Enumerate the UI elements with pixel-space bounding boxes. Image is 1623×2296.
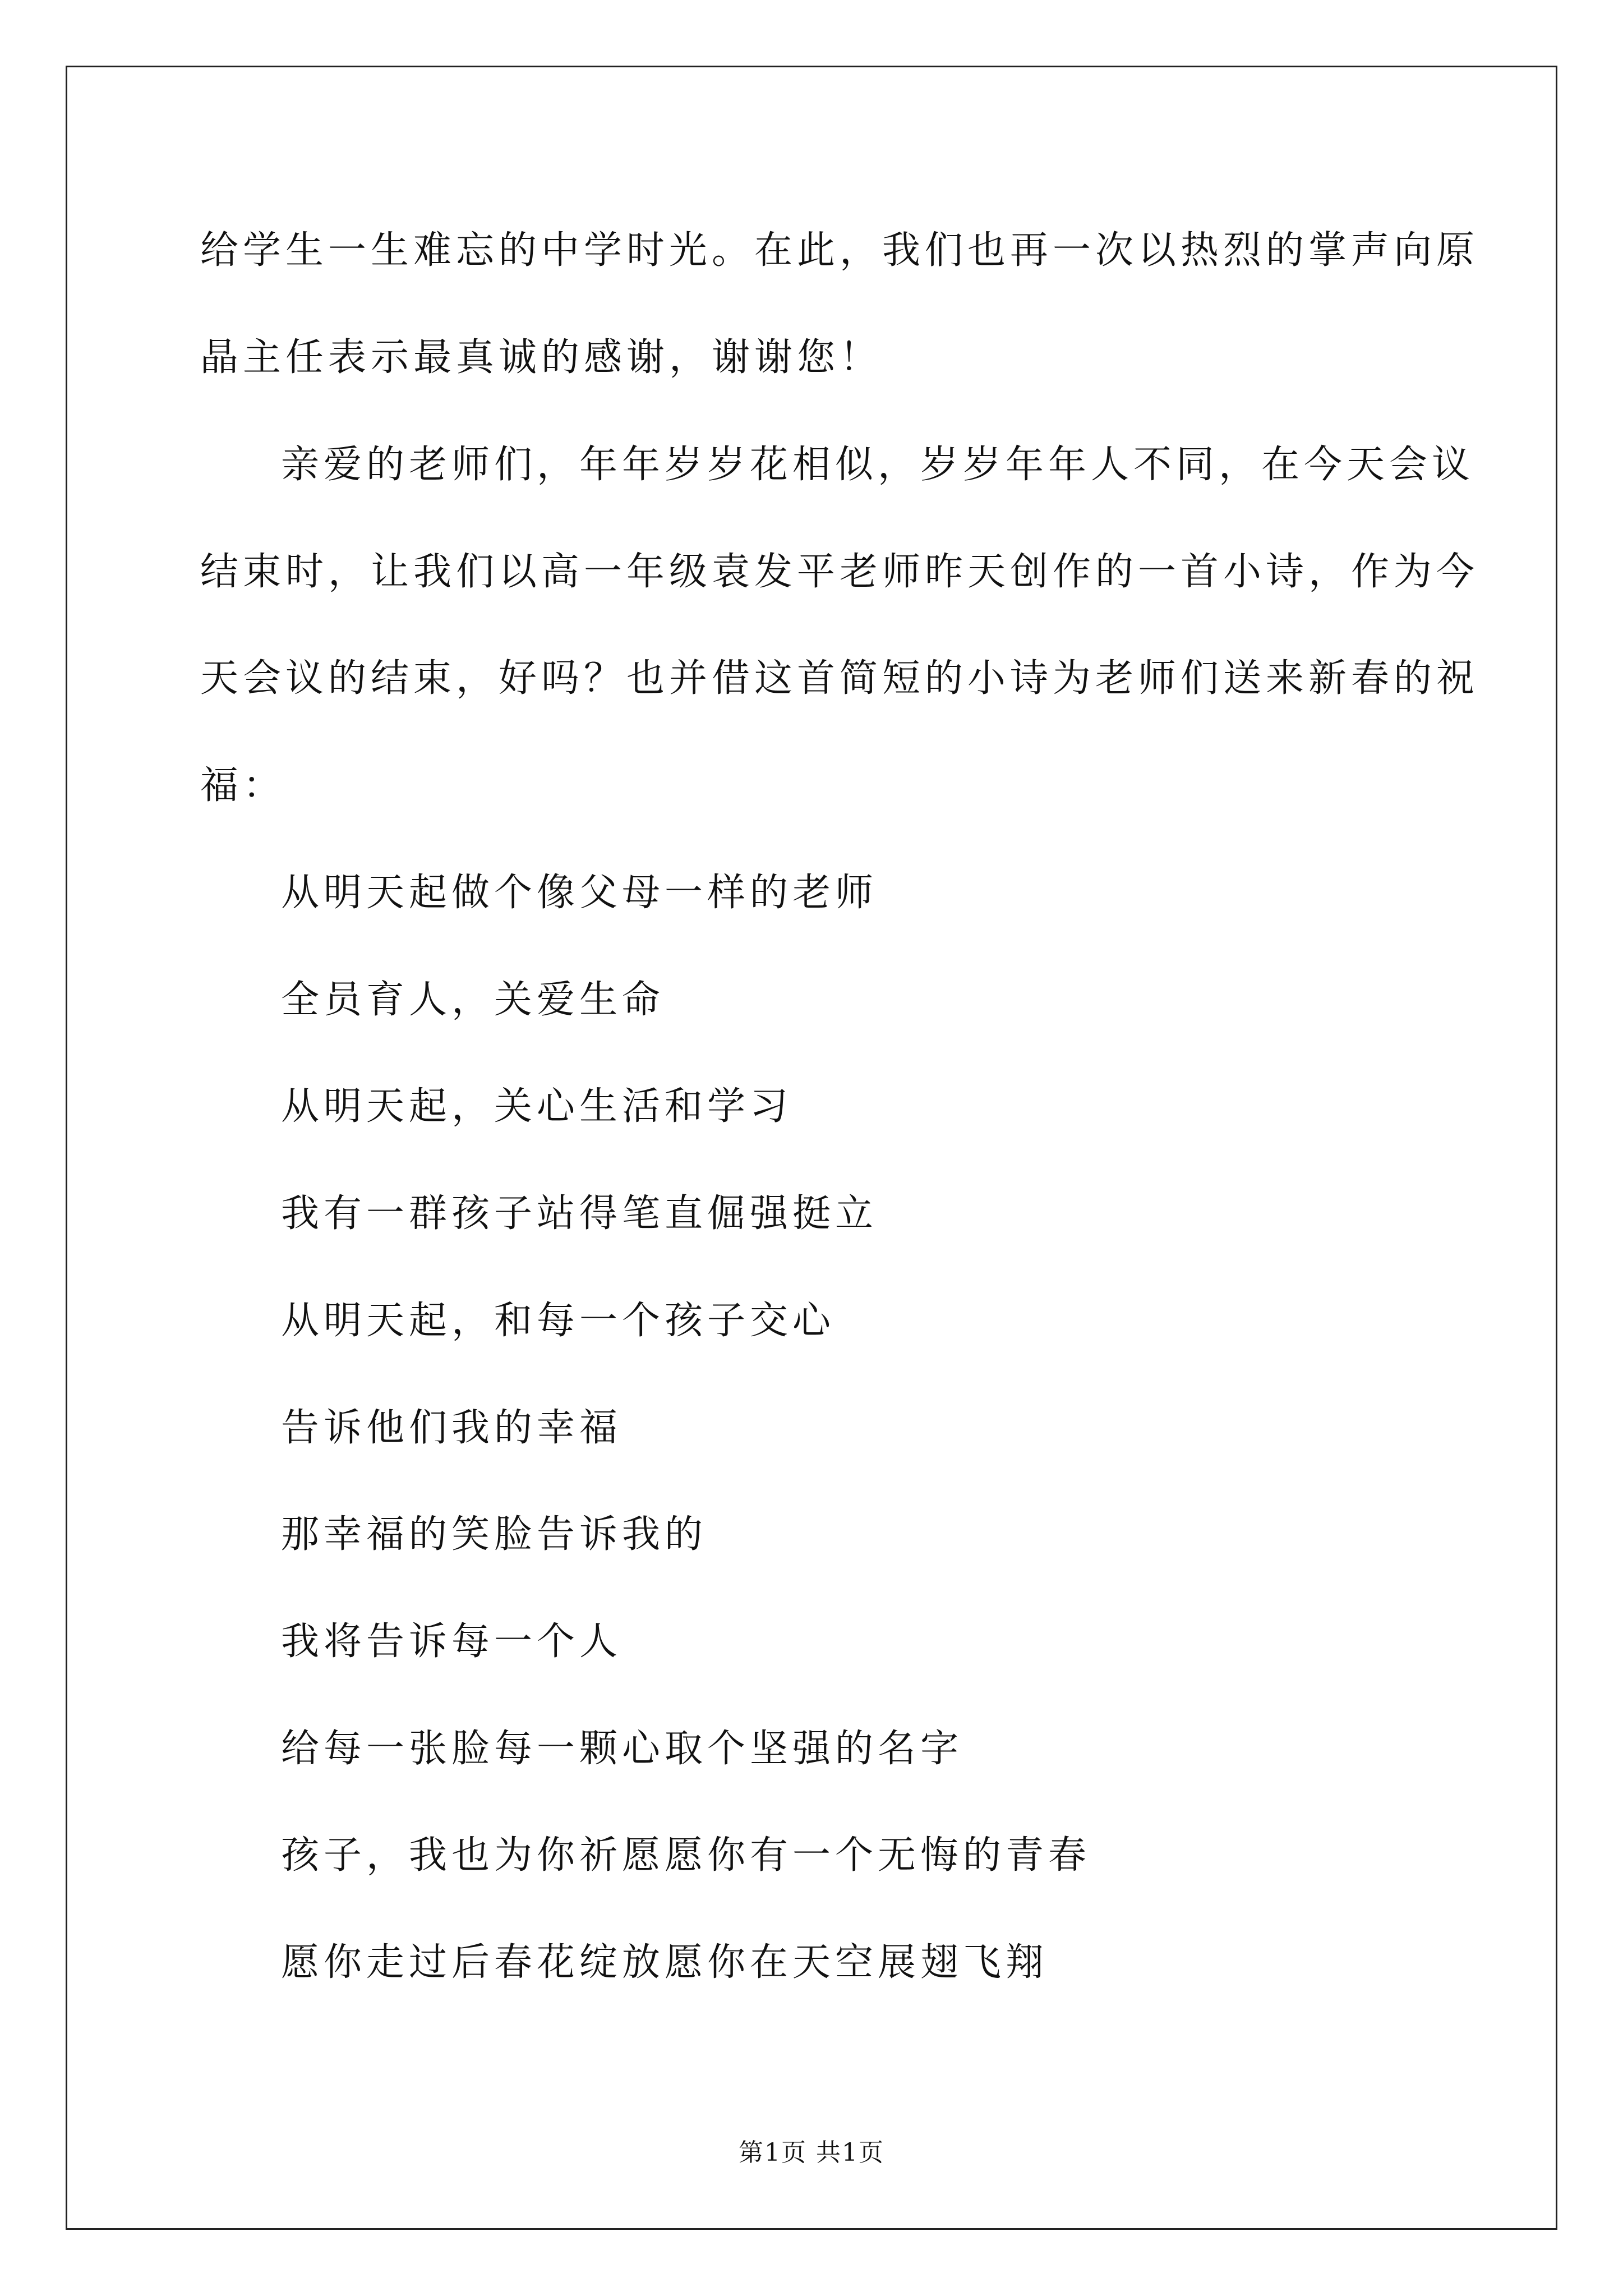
page-number-footer: 第1页 共1页 bbox=[739, 2138, 884, 2167]
paragraph-line: 亲爱的老师们，年年岁岁花相似，岁岁年年人不同，在今天会议 bbox=[281, 443, 1475, 487]
poem-line: 告诉他们我的幸福 bbox=[281, 1406, 623, 1450]
poem-line: 给每一张脸每一颗心取个坚强的名字 bbox=[281, 1727, 963, 1771]
poem-line: 从明天起做个像父母一样的老师 bbox=[281, 871, 878, 915]
paragraph-line: 天会议的结束，好吗？也并借这首简短的小诗为老师们送来新春的祝 bbox=[200, 656, 1479, 701]
poem-line: 全员育人，关爱生命 bbox=[281, 978, 665, 1022]
paragraph-line: 福： bbox=[200, 763, 286, 808]
paragraph-line: 结束时，让我们以高一年级袁发平老师昨天创作的一首小诗，作为今 bbox=[200, 550, 1479, 594]
poem-line: 我有一群孩子站得笔直倔强挺立 bbox=[281, 1191, 878, 1236]
page-border bbox=[66, 66, 1557, 2230]
poem-line: 愿你走过后春花绽放愿你在天空展翅飞翔 bbox=[281, 1940, 1049, 1985]
paragraph-line: 给学生一生难忘的中学时光。在此，我们也再一次以热烈的掌声向原 bbox=[200, 228, 1479, 273]
poem-line: 从明天起，关心生活和学习 bbox=[281, 1084, 793, 1129]
poem-line: 从明天起，和每一个孩子交心 bbox=[281, 1299, 836, 1343]
poem-line: 孩子，我也为你祈愿愿你有一个无悔的青春 bbox=[281, 1833, 1091, 1878]
poem-line: 我将告诉每一个人 bbox=[281, 1619, 623, 1664]
paragraph-line: 晶主任表示最真诚的感谢，谢谢您！ bbox=[200, 335, 883, 380]
poem-line: 那幸福的笑脸告诉我的 bbox=[281, 1512, 708, 1557]
